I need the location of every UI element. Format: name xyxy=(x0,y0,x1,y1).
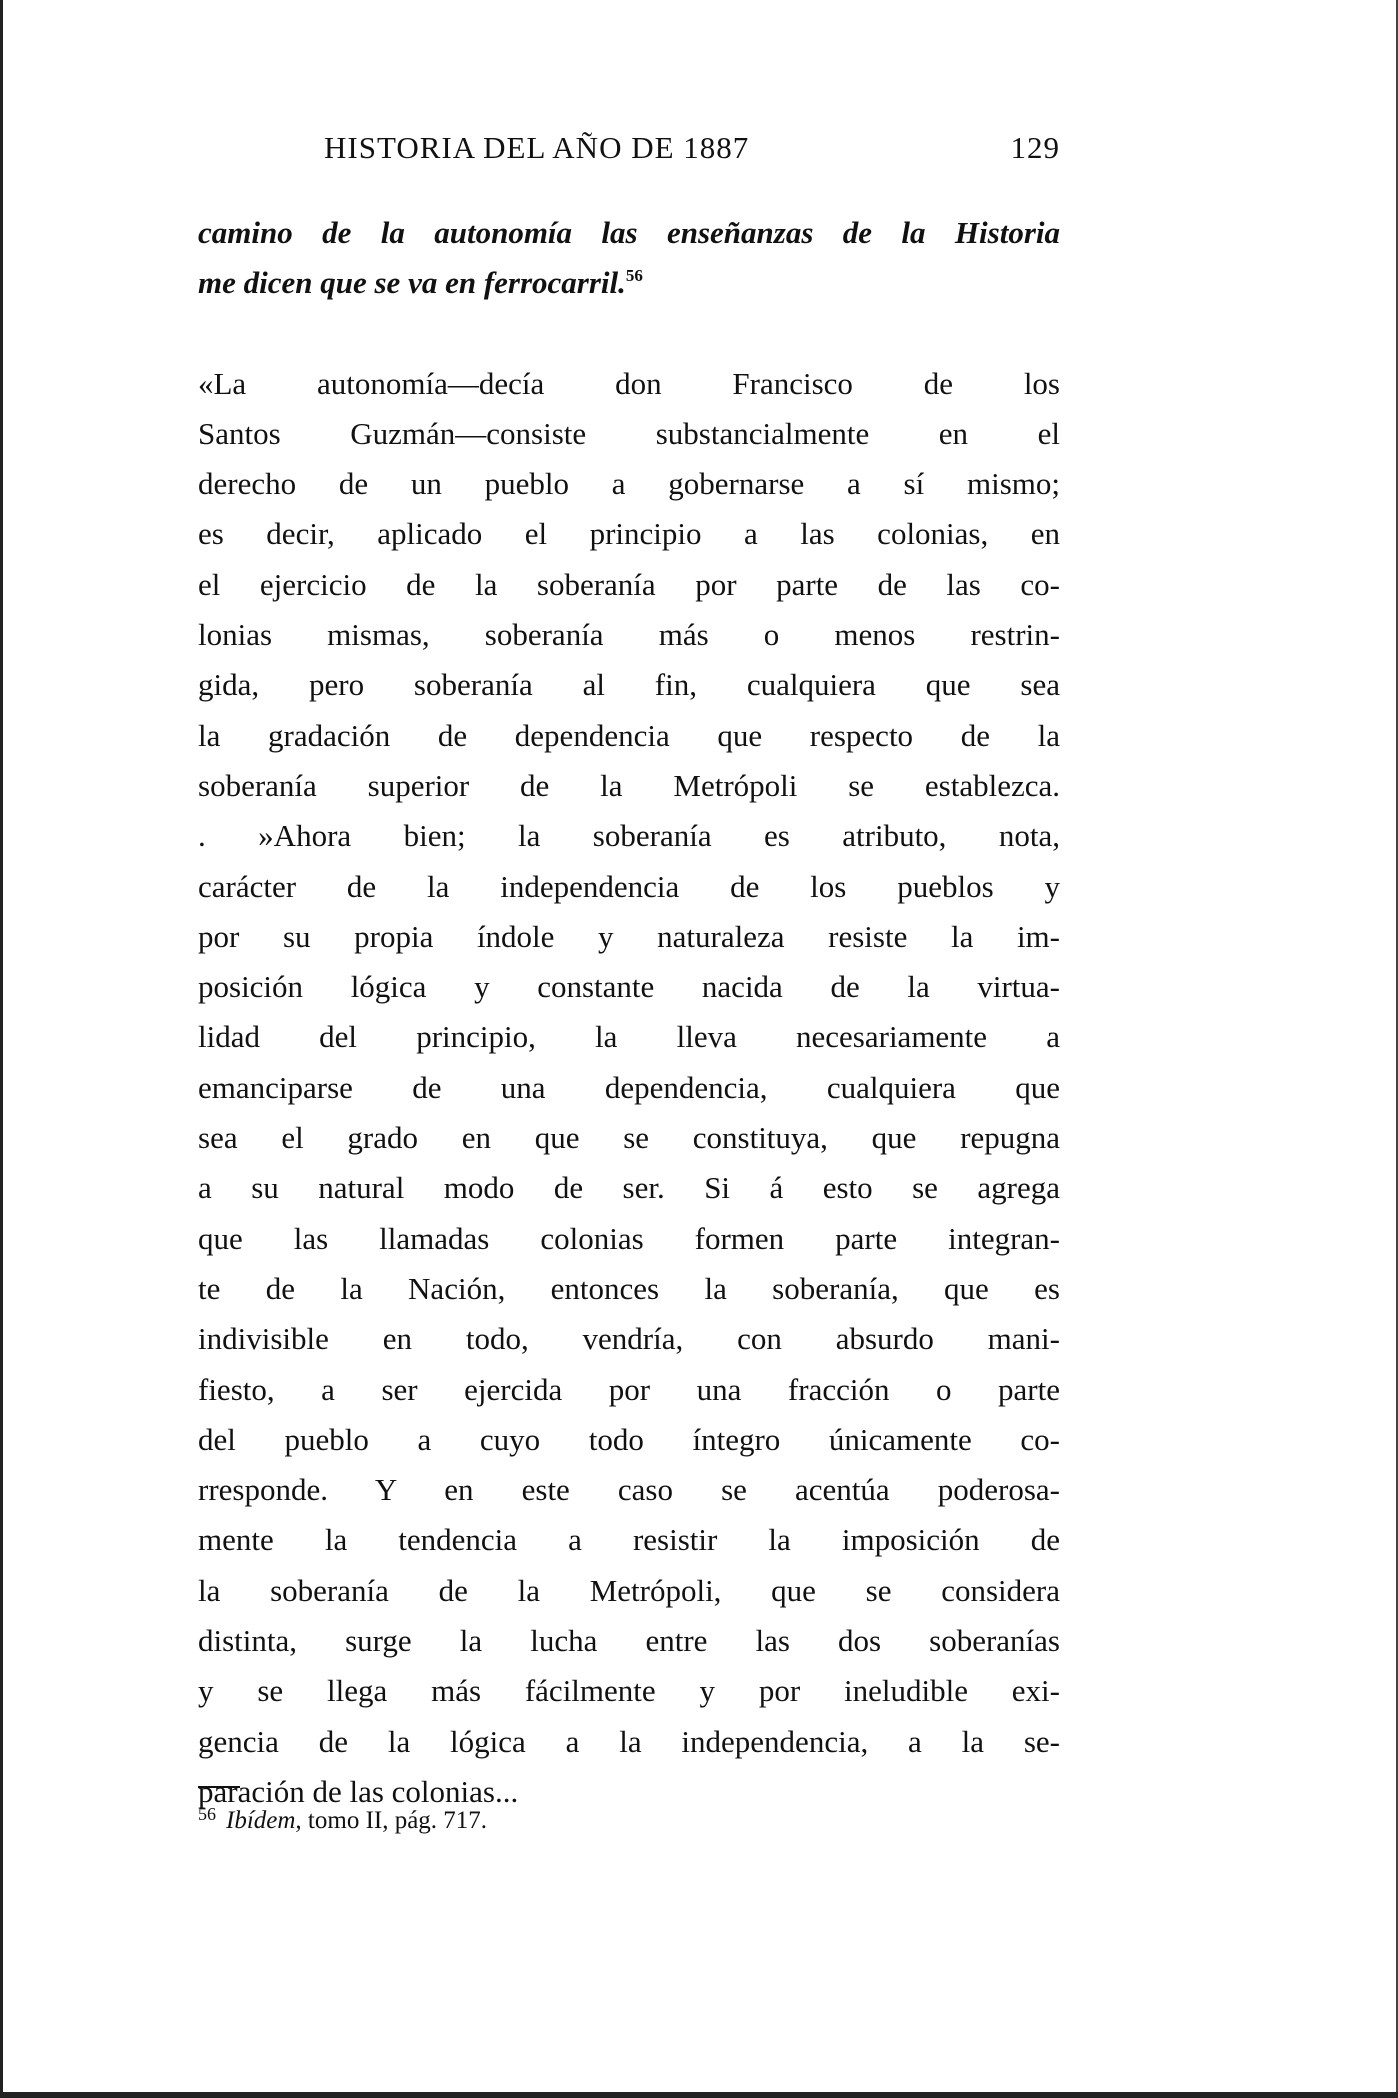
intro-line-last xyxy=(198,258,1060,308)
paragraph-line: te de la Nación, entonces la soberanía, que es xyxy=(198,1270,1060,1306)
paragraph-gap xyxy=(198,309,1060,359)
paragraph-line: es decir, aplicado el principio a las colonias, en xyxy=(198,516,1060,552)
footnote xyxy=(198,1796,487,1839)
page-edge-bottom xyxy=(0,2092,1398,2098)
paragraph-line: y se llega más fácilmente y por ineludible exi- xyxy=(198,1673,1060,1709)
paragraph-line: mente la tendencia a resistir la imposición de xyxy=(198,1522,1060,1558)
paragraph-line: por su propia índole y naturaleza resiste la im- xyxy=(198,918,1060,954)
paragraph-line: derecho de un pueblo a gobernarse a sí mismo; xyxy=(198,466,1060,502)
quoted-paragraph xyxy=(198,359,1060,1818)
paragraph-line: gencia de la lógica a la independencia, a la se- xyxy=(198,1723,1060,1759)
running-title: HISTORIA DEL AÑO DE 1887 xyxy=(324,130,750,165)
paragraph-line: a su natural modo de ser. Si á esto se agrega xyxy=(198,1170,1060,1206)
paragraph-line: la gradación de dependencia que respecto de la xyxy=(198,717,1060,753)
footnote-work: Ibídem, xyxy=(226,1807,302,1834)
paragraph-line: la soberanía de la Metrópoli, que se considera xyxy=(198,1572,1060,1608)
paragraph-line: «La autonomía—decía don Francisco de los xyxy=(198,365,1060,401)
paragraph-line: Santos Guzmán—consiste substancialmente en el xyxy=(198,415,1060,451)
paragraph-line: lidad del principio, la lleva necesariamente a xyxy=(198,1019,1060,1055)
paragraph-line: lonias mismas, soberanía más o menos restrin- xyxy=(198,617,1060,653)
body-text xyxy=(198,208,1060,1817)
paragraph-line: del pueblo a cuyo todo íntegro únicamente co- xyxy=(198,1421,1060,1457)
footnote-reference-text: tomo II, pág. 717. xyxy=(307,1807,488,1834)
running-header xyxy=(198,130,1060,180)
paragraph-line: fiesto, a ser ejercida por una fracción o parte xyxy=(198,1371,1060,1407)
paragraph-line: distinta, surge la lucha entre las dos soberanías xyxy=(198,1623,1060,1659)
paragraph-line: que las llamadas colonias formen parte integran- xyxy=(198,1220,1060,1256)
page-edge-left xyxy=(0,0,3,2098)
paragraph-line: rresponde. Y en este caso se acentúa poderosa- xyxy=(198,1472,1060,1508)
paragraph-line-last: paración de las colonias... xyxy=(198,1773,519,1809)
paragraph-line: gida, pero soberanía al fin, cualquiera que sea xyxy=(198,667,1060,703)
intro-line-text: me dicen que se va en ferrocarril. xyxy=(198,265,626,301)
paragraph-line: sea el grado en que se constituya, que repugna xyxy=(198,1120,1060,1156)
intro-line: camino de la autonomía las enseñanzas de la Historia xyxy=(198,215,1060,250)
paragraph-line: emanciparse de una dependencia, cualquiera que xyxy=(198,1069,1060,1105)
paragraph-line: carácter de la independencia de los pueblos y xyxy=(198,868,1060,904)
footnote-divider xyxy=(198,1786,240,1788)
paragraph-line: soberanía superior de la Metrópoli se establezca. xyxy=(198,767,1060,803)
footnote-reference[interactable]: 56 xyxy=(625,266,643,286)
footnote-number: 56 xyxy=(198,1804,216,1824)
paragraph-line: . »Ahora bien; la soberanía es atributo, nota, xyxy=(198,818,1060,854)
page-number: 129 xyxy=(1010,130,1060,165)
paragraph-line: posición lógica y constante nacida de la virtua- xyxy=(198,969,1060,1005)
paragraph-line: indivisible en todo, vendría, con absurdo mani- xyxy=(198,1321,1060,1357)
paragraph-line: el ejercicio de la soberanía por parte de las co- xyxy=(198,566,1060,602)
